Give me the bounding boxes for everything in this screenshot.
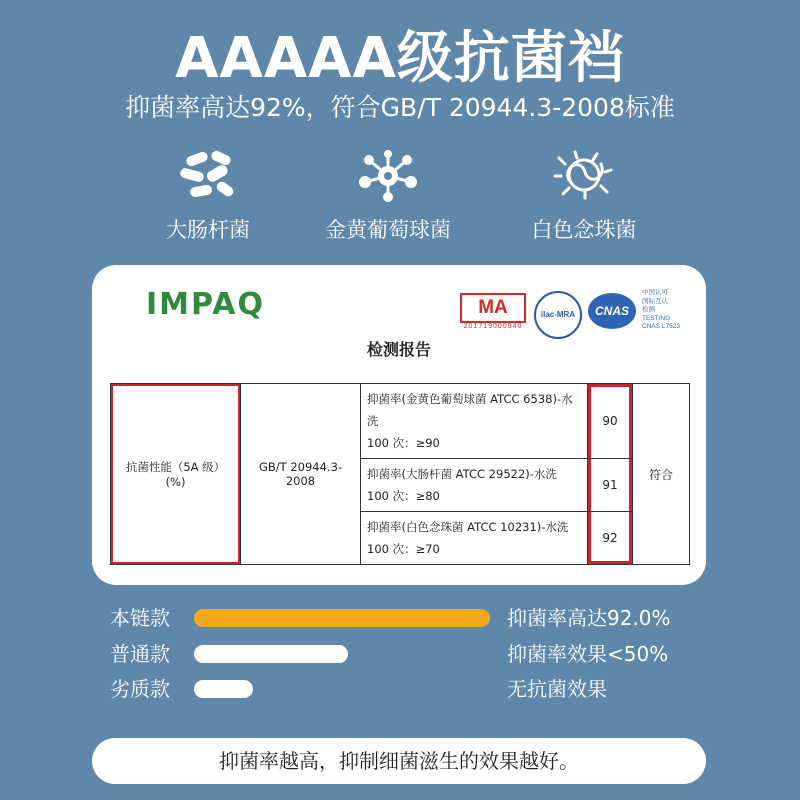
certification-marks — [460, 285, 700, 335]
test-item-label: 抑菌率(白色念珠菌 ATCC 10231)-水洗 — [367, 520, 569, 534]
report-title: 检测报告 — [366, 340, 431, 359]
comparison-name: 普通款 — [110, 642, 170, 666]
cnas-caption-line: 检测 — [642, 306, 655, 313]
bacteria-label: 白色念珠菌 — [531, 218, 637, 242]
result-value: 91 — [588, 459, 633, 512]
comparison-bar — [194, 609, 490, 627]
result-value: 90 — [588, 384, 633, 459]
bacteria-label: 金黄葡萄球菌 — [325, 218, 451, 242]
test-item-requirement: 100 次：≥80 — [367, 489, 440, 503]
comparison-bar — [194, 680, 253, 698]
test-item-requirement: 100 次：≥70 — [367, 542, 440, 556]
ilac-mra-mark: ilac-MRA — [534, 291, 582, 339]
cnas-caption-line: CNAS L7523 — [642, 323, 680, 330]
comparison-name: 本链款 — [110, 606, 170, 630]
test-item-cell — [361, 459, 588, 512]
test-item-requirement: 100 次：≥90 — [367, 436, 440, 450]
comparison-row — [0, 672, 800, 706]
comparison-desc: 抑菌率高达92.0% — [507, 606, 671, 630]
cocci-cluster-icon — [357, 150, 419, 202]
page-title: AAAAA级抗菌裆 — [175, 26, 625, 91]
bacteria-row — [0, 150, 800, 250]
impaq-logo: IMPAQ — [146, 287, 265, 322]
bacteria-item-ecoli — [108, 150, 308, 244]
bacteria-item-staph — [288, 150, 488, 244]
comparison-name: 劣质款 — [110, 677, 170, 701]
property-cell: 抗菌性能（5A 级）(%) — [111, 384, 241, 565]
cnas-mark: CNAS — [588, 293, 636, 329]
result-value: 92 — [588, 512, 633, 565]
comparison-bar — [194, 645, 348, 663]
spiky-fungus-icon — [553, 150, 615, 202]
test-item-label: 抑菌率(大肠杆菌 ATCC 29522)-水洗 — [367, 467, 557, 481]
verdict-cell: 符合 — [633, 384, 690, 565]
test-report-card — [92, 265, 706, 585]
test-item-cell — [361, 384, 588, 459]
comparison-row — [0, 601, 800, 635]
comparison-desc: 抑菌率效果<50% — [507, 642, 669, 666]
bacteria-label: 大肠杆菌 — [166, 218, 250, 242]
page-subtitle: 抑菌率高达92%，符合GB/T 20944.3-2008标准 — [125, 93, 675, 122]
comparison-desc: 无抗菌效果 — [507, 677, 607, 701]
cma-mark: MA — [460, 293, 526, 323]
cnas-caption-line: 国际互认 — [642, 297, 668, 305]
cnas-caption-line: 中国认可 — [642, 289, 668, 296]
bacteria-item-candida — [484, 150, 684, 244]
report-table — [110, 383, 690, 565]
cma-number: 201719000940 — [463, 323, 523, 330]
cnas-caption — [642, 289, 702, 332]
footer-note: 抑菌率越高，抑制细菌滋生的效果越好。 — [92, 738, 706, 784]
table-row — [111, 384, 690, 459]
cnas-caption-line: TESTING — [642, 314, 671, 322]
test-item-cell — [361, 512, 588, 565]
test-item-label: 抑菌率(金黄色葡萄球菌 ATCC 6538)-水洗 — [367, 392, 573, 428]
rod-bacteria-icon — [178, 150, 238, 202]
standard-cell: GB/T 20944.3-2008 — [241, 384, 361, 565]
comparison-row — [0, 637, 800, 671]
